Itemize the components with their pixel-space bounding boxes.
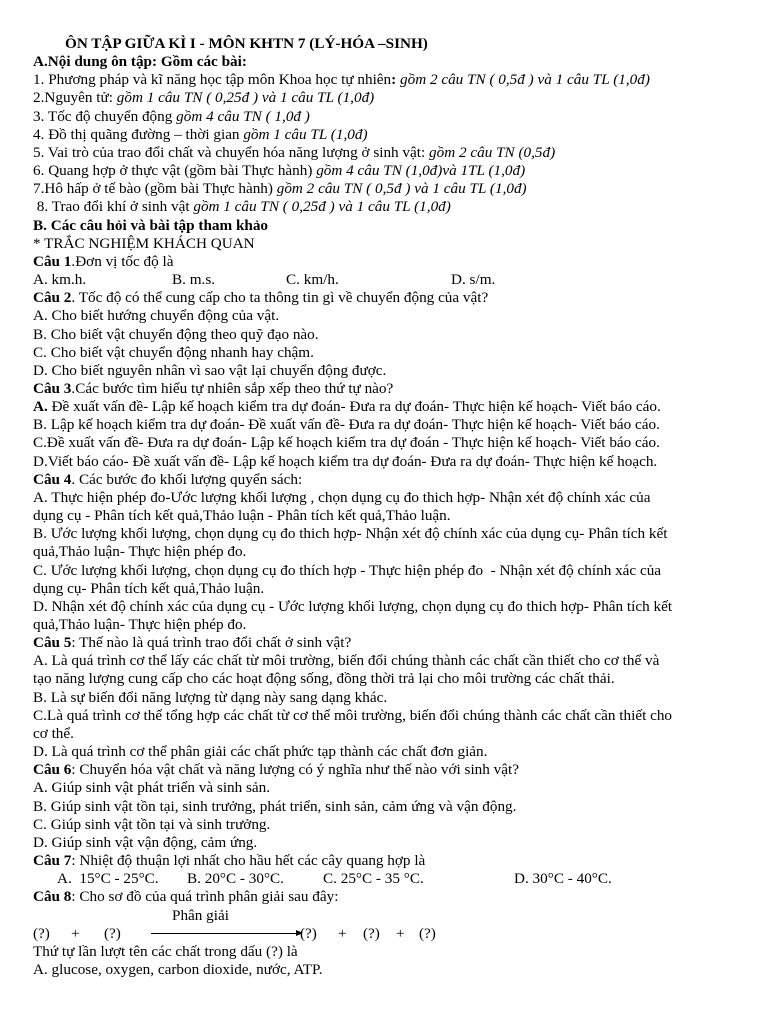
option-a-cont: dụng cụ - Phân tích kết quả,Thảo luận - Phân tích kết quả,Thảo luận.	[33, 507, 451, 525]
option-a: A. 15°C - 25°C.	[57, 870, 159, 888]
content-item-note: gồm 4 câu TN ( 1,0đ )	[176, 107, 310, 125]
option-d: D. 30°C - 40°C.	[514, 870, 612, 888]
content-item-text: 7.Hô hấp ở tế bào (gồm bài Thực hành)	[33, 180, 277, 198]
content-item-text: 1. Phương pháp và kĩ năng học tập môn Khoa học tự nhiên	[33, 71, 392, 89]
question-7	[33, 852, 745, 870]
content-item-note: gồm 2 câu TN (0,5đ)	[429, 143, 556, 161]
arrow-label: Phân giải	[172, 906, 229, 924]
content-item-note: gồm 2 câu TN ( 0,5đ ) và 1 câu TL (1,0đ)	[396, 71, 650, 89]
option-b: B. 20°C - 30°C.	[187, 870, 284, 888]
option-b: B. m.s.	[172, 271, 216, 289]
option-a: A. Là quá trình cơ thể lấy các chất từ môi trường, biến đổi chúng thành các chất cần thiết cho cơ thể và	[33, 652, 660, 670]
scheme-unknown: (?)	[419, 924, 436, 942]
option-a: A. Cho biết hướng chuyển động của vật.	[33, 307, 280, 325]
section-b-heading: B. Các câu hỏi và bài tập tham khảo	[33, 216, 269, 234]
question-text: .Các bước tìm hiểu tự nhiên sắp xếp theo thứ tự nào?	[71, 379, 394, 397]
question-7-options	[33, 870, 745, 888]
option-d: D. Nhận xét độ chính xác của dụng cụ - Ước lượng khối lượng, chọn dụng cụ đo thich hợp- Phân tích kết	[33, 597, 673, 615]
section-a-heading: A.Nội dung ôn tập: Gồm các bài:	[33, 53, 247, 71]
content-item	[33, 108, 745, 126]
question-label: Câu 2	[33, 289, 72, 307]
option-a: A. km.h.	[33, 271, 87, 289]
question-1	[33, 253, 745, 271]
question-text: : Cho sơ đồ của quá trình phân giải sau đây:	[71, 888, 339, 906]
question-label: Câu 4	[33, 470, 72, 488]
option-b: B. Giúp sinh vật tồn tại, sinh trưởng, phát triển, sinh sản, cảm ứng và vận động.	[33, 797, 517, 815]
scheme-arrow-label-row	[33, 907, 745, 925]
option-d: D. Giúp sinh vật vận động, cảm ứng.	[33, 833, 258, 851]
scheme-unknown: (?)	[104, 924, 121, 942]
content-item-note: gồm 4 câu TN (1,0đ)và 1TL (1,0đ)	[316, 162, 526, 180]
question-text: .Đơn vị tốc độ là	[71, 252, 174, 270]
content-item	[33, 126, 745, 144]
option-a: A. Giúp sinh vật phát triển và sinh sản.	[33, 779, 271, 797]
scheme-plus: +	[338, 924, 347, 942]
page-title: ÔN TẬP GIỮA KÌ I - MÔN KHTN 7 (LÝ-HÓA –SINH)	[65, 35, 428, 52]
option-c: C.Đề xuất vấn đề- Đưa ra dự đoán- Lập kế hoạch kiểm tra dự đoán - Thực hiện kế hoạch- Viết báo cáo.	[33, 434, 660, 452]
reaction-arrow-icon	[151, 933, 301, 934]
option-d: D. s/m.	[451, 271, 496, 289]
question-text: : Nhiệt độ thuận lợi nhất cho hầu hết các cây quang hợp là	[71, 852, 426, 870]
option-label: A.	[33, 398, 48, 416]
option-c: C. km/h.	[286, 271, 339, 289]
question-label: Câu 5	[33, 634, 72, 652]
option-a	[33, 398, 745, 416]
content-item-text: 5. Vai trò của trao đổi chất và chuyển hóa năng lượng ở sinh vật:	[33, 143, 430, 161]
option-a-cont: tạo năng lượng cung cấp cho các hoạt động sống, đồng thời trả lại cho môi trường các chất thải.	[33, 670, 615, 688]
option-d: D. Là quá trình cơ thể phân giải các chất phức tạp thành các chất đơn giản.	[33, 743, 488, 761]
question-label: Câu 6	[33, 761, 72, 779]
question-label: Câu 7	[33, 852, 72, 870]
content-item-note: gồm 1 câu TN ( 0,25đ ) và 1 câu TL (1,0đ)	[116, 89, 375, 107]
question-text: . Tốc độ có thể cung cấp cho ta thông tin gì về chuyển động của vật?	[71, 289, 489, 307]
content-item	[33, 198, 745, 216]
reaction-scheme	[33, 925, 745, 943]
content-item-text: 4. Đồ thị quãng đường – thời gian	[33, 125, 244, 143]
option-b: B. Là sự biến đổi năng lượng từ dạng này sang dạng khác.	[33, 688, 388, 706]
option-c: C. 25°C - 35 °C.	[323, 870, 424, 888]
question-8	[33, 888, 745, 906]
option-a: A. Thực hiện phép đo-Ước lượng khối lượng , chọn dụng cụ đo thich hợp- Nhận xét độ chính xác của	[33, 488, 651, 506]
question-text: . Các bước đo khối lượng quyển sách:	[71, 470, 303, 488]
question-text: : Chuyển hóa vật chất và năng lượng có ý nghĩa như thế nào với sinh vật?	[71, 761, 519, 779]
content-item-text: 6. Quang hợp ở thực vật (gồm bài Thực hành)	[33, 162, 317, 180]
option-d: D. Cho biết nguyên nhân vì sao vật lại chuyển động được.	[33, 361, 387, 379]
content-item-text: 2.Nguyên tử:	[33, 89, 117, 107]
content-item	[33, 71, 745, 89]
content-item-text: 3. Tốc độ chuyển động	[33, 107, 177, 125]
question-4	[33, 471, 745, 489]
option-c-cont: dụng cụ- Phân tích kết quả,Thảo luận.	[33, 579, 265, 597]
option-b-cont: quả,Thảo luận- Thực hiện phép đo.	[33, 543, 247, 561]
scheme-unknown: (?)	[300, 924, 317, 942]
option-a: A. glucose, oxygen, carbon dioxide, nước, ATP.	[33, 960, 323, 978]
scheme-unknown: (?)	[363, 924, 380, 942]
option-c: C. Cho biết vật chuyển động nhanh hay chậm.	[33, 343, 314, 361]
option-b: B. Ước lượng khối lượng, chọn dụng cụ đo thich hợp- Nhận xét độ chính xác của dụng cụ- Phân tích kết	[33, 525, 668, 543]
content-item	[33, 180, 745, 198]
option-c: C. Giúp sinh vật tồn tại và sinh trưởng.	[33, 815, 271, 833]
option-b: B. Cho biết vật chuyển động theo quỹ đạo nào.	[33, 325, 319, 343]
section-b-subheading: * TRẮC NGHIỆM KHÁCH QUAN	[33, 234, 255, 252]
content-item-colon: :	[391, 71, 397, 89]
option-c: C.Là quá trình cơ thể tổng hợp các chất từ cơ thể môi trường, biến đổi chúng thành các chất cần thiết cho	[33, 706, 673, 724]
option-c-cont: cơ thể.	[33, 724, 74, 742]
content-item	[33, 162, 745, 180]
content-item-text: 8. Trao đổi khí ở sinh vật	[33, 198, 194, 216]
question-2	[33, 289, 745, 307]
question-8-prompt: Thứ tự lần lượt tên các chất trong dấu (?) là	[33, 942, 298, 960]
content-item	[33, 144, 745, 162]
question-1-options	[33, 271, 745, 289]
option-b: B. Lập kế hoạch kiểm tra dự đoán- Đề xuất vấn đề- Đưa ra dự đoán- Thực hiện kế hoạch- Viết báo cáo.	[33, 416, 660, 434]
option-text: Đề xuất vấn đề- Lập kế hoạch kiểm tra dự đoán- Đưa ra dự đoán- Thực hiện kế hoạch- Viết báo cáo.	[47, 398, 661, 416]
scheme-plus: +	[71, 924, 80, 942]
option-c: C. Ước lượng khối lượng, chọn dụng cụ đo thích hợp - Thực hiện phép đo - Nhận xét độ chính xác của	[33, 561, 662, 579]
content-item	[33, 89, 745, 107]
question-6	[33, 761, 745, 779]
content-item-note: gồm 1 câu TN ( 0,25đ ) và 1 câu TL (1,0đ)	[193, 198, 451, 216]
question-label: Câu 3	[33, 379, 72, 397]
content-item-note: gồm 2 câu TN ( 0,5đ ) và 1 câu TL (1,0đ)	[276, 180, 527, 198]
document-page	[33, 35, 745, 979]
question-text: : Thế nào là quá trình trao đổi chất ở sinh vật?	[71, 634, 352, 652]
scheme-plus: +	[396, 924, 405, 942]
question-5	[33, 634, 745, 652]
question-label: Câu 8	[33, 888, 72, 906]
question-label: Câu 1	[33, 252, 72, 270]
content-item-note: gồm 1 câu TL (1,0đ)	[243, 125, 368, 143]
question-3	[33, 380, 745, 398]
option-d: D.Viết báo cáo- Đề xuất vấn đề- Lập kế hoạch kiểm tra dự đoán- Đưa ra dự đoán- Thực hiện kế hoạch.	[33, 452, 658, 470]
scheme-unknown: (?)	[33, 924, 50, 942]
option-d-cont: quả,Thảo luận- Thực hiện phép đo.	[33, 616, 247, 633]
